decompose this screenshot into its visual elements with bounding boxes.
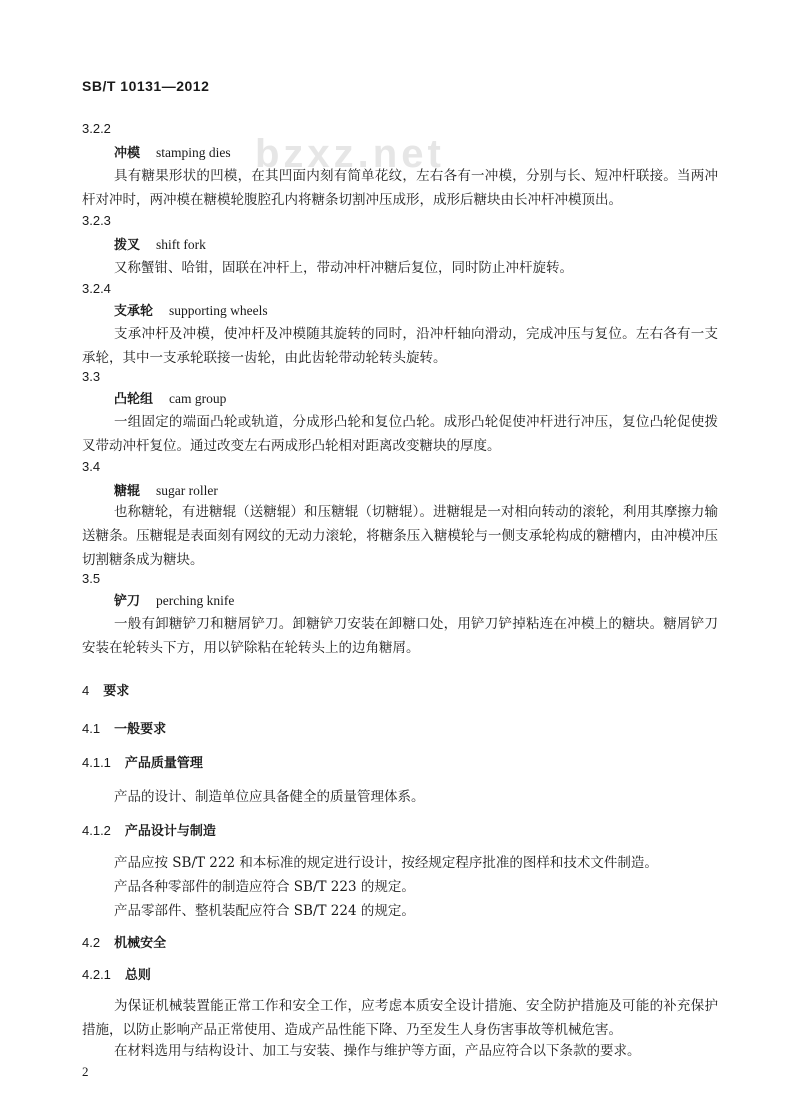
section-number: 4.1.1 xyxy=(82,755,111,770)
section-number: 4.2.1 xyxy=(82,967,111,982)
clause-number: 3.3 xyxy=(82,369,101,384)
term-definition: 又称蟹钳、哈钳，固联在冲杆上，带动冲杆冲糖后复位，同时防止冲杆旋转。 xyxy=(114,260,573,276)
term-line xyxy=(114,302,268,321)
term-chinese: 拨叉 xyxy=(114,238,141,253)
watermark: bzxz.net xyxy=(255,132,445,176)
term-chinese: 糖辊 xyxy=(114,484,141,499)
term-chinese: 铲刀 xyxy=(114,594,141,609)
section-heading xyxy=(82,682,129,701)
standard-code-header: SB/T 10131—2012 xyxy=(82,78,210,94)
section-heading xyxy=(82,720,166,739)
term-definition: 具有糖果形状的凹模，在其凹面内刻有简单花纹，左右各有一冲模，分别与长、短冲杆联接。当两冲杆对冲时，两冲模在糖模轮腹腔孔内将糖条切割冲压成形，成形后糖块由长冲杆冲模顶出。 xyxy=(82,168,718,208)
term-line xyxy=(114,144,231,163)
section-title: 产品设计与制造 xyxy=(124,824,216,839)
term-chinese: 冲模 xyxy=(114,146,141,161)
paragraph: 产品零部件、整机装配应符合 SB/T 224 的规定。 xyxy=(114,903,415,919)
clause-number: 3.2.2 xyxy=(82,121,111,136)
section-heading xyxy=(82,754,203,773)
page-number: 2 xyxy=(82,1064,89,1079)
section-number: 4.1.2 xyxy=(82,823,111,838)
term-chinese: 支承轮 xyxy=(114,304,154,319)
term-line xyxy=(114,390,226,409)
term-line xyxy=(114,236,206,255)
term-definition: 一般有卸糖铲刀和糖屑铲刀。卸糖铲刀安装在卸糖口处，用铲刀铲掉粘连在冲模上的糖块。糖屑铲刀安装在轮转头下方，用以铲除粘在轮转头上的边角糖屑。 xyxy=(82,616,718,656)
term-english: perching knife xyxy=(156,593,235,608)
section-heading xyxy=(82,966,151,985)
section-number: 4.1 xyxy=(82,721,101,736)
term-definition: 一组固定的端面凸轮或轨道，分成形凸轮和复位凸轮。成形凸轮促使冲杆进行冲压，复位凸轮促使拨叉带动冲杆复位。通过改变左右两成形凸轮相对距离改变糖块的厚度。 xyxy=(82,414,718,454)
paragraph: 产品应按 SB/T 222 和本标准的规定进行设计，按经规定程序批准的图样和技术文件制造。 xyxy=(114,855,658,871)
paragraph: 产品的设计、制造单位应具备健全的质量管理体系。 xyxy=(114,789,425,805)
paragraph: 在材料选用与结构设计、加工与安装、操作与维护等方面，产品应符合以下条款的要求。 xyxy=(114,1043,641,1059)
section-heading xyxy=(82,934,166,953)
section-title: 一般要求 xyxy=(114,722,167,737)
section-number: 4 xyxy=(82,683,90,698)
clause-number: 3.5 xyxy=(82,571,101,586)
term-line xyxy=(114,592,234,611)
term-english: shift fork xyxy=(156,237,206,252)
section-title: 要求 xyxy=(103,684,130,699)
section-heading xyxy=(82,822,216,841)
paragraph: 为保证机械装置能正常工作和安全工作，应考虑本质安全设计措施、安全防护措施及可能的补充保护措施，以防止影响产品正常使用、造成产品性能下降、乃至发生人身伤害事故等机械危害。 xyxy=(82,998,718,1038)
term-english: sugar roller xyxy=(156,483,218,498)
section-number: 4.2 xyxy=(82,935,101,950)
section-title: 产品质量管理 xyxy=(124,756,203,771)
term-line xyxy=(114,482,218,501)
clause-number: 3.2.4 xyxy=(82,281,111,296)
section-title: 总则 xyxy=(124,968,151,983)
term-definition: 也称糖轮，有进糖辊（送糖辊）和压糖辊（切糖辊）。进糖辊是一对相向转动的滚轮，利用其摩擦力输送糖条。压糖辊是表面刻有网纹的无动力滚轮，将糖条压入糖模轮与一侧支承轮构成的糖槽内，由冲模冲压切割糖条成为糖块。 xyxy=(82,504,718,568)
term-english: stamping dies xyxy=(156,145,231,160)
term-definition: 支承冲杆及冲模，使冲杆及冲模随其旋转的同时，沿冲杆轴向滑动，完成冲压与复位。左右各有一支承轮，其中一支承轮联接一齿轮，由此齿轮带动轮转头旋转。 xyxy=(82,326,718,366)
clause-number: 3.2.3 xyxy=(82,213,111,228)
term-chinese: 凸轮组 xyxy=(114,392,154,407)
paragraph: 产品各种零部件的制造应符合 SB/T 223 的规定。 xyxy=(114,879,415,895)
clause-number: 3.4 xyxy=(82,459,101,474)
term-english: cam group xyxy=(169,391,227,406)
term-english: supporting wheels xyxy=(169,303,268,318)
section-title: 机械安全 xyxy=(114,936,167,951)
